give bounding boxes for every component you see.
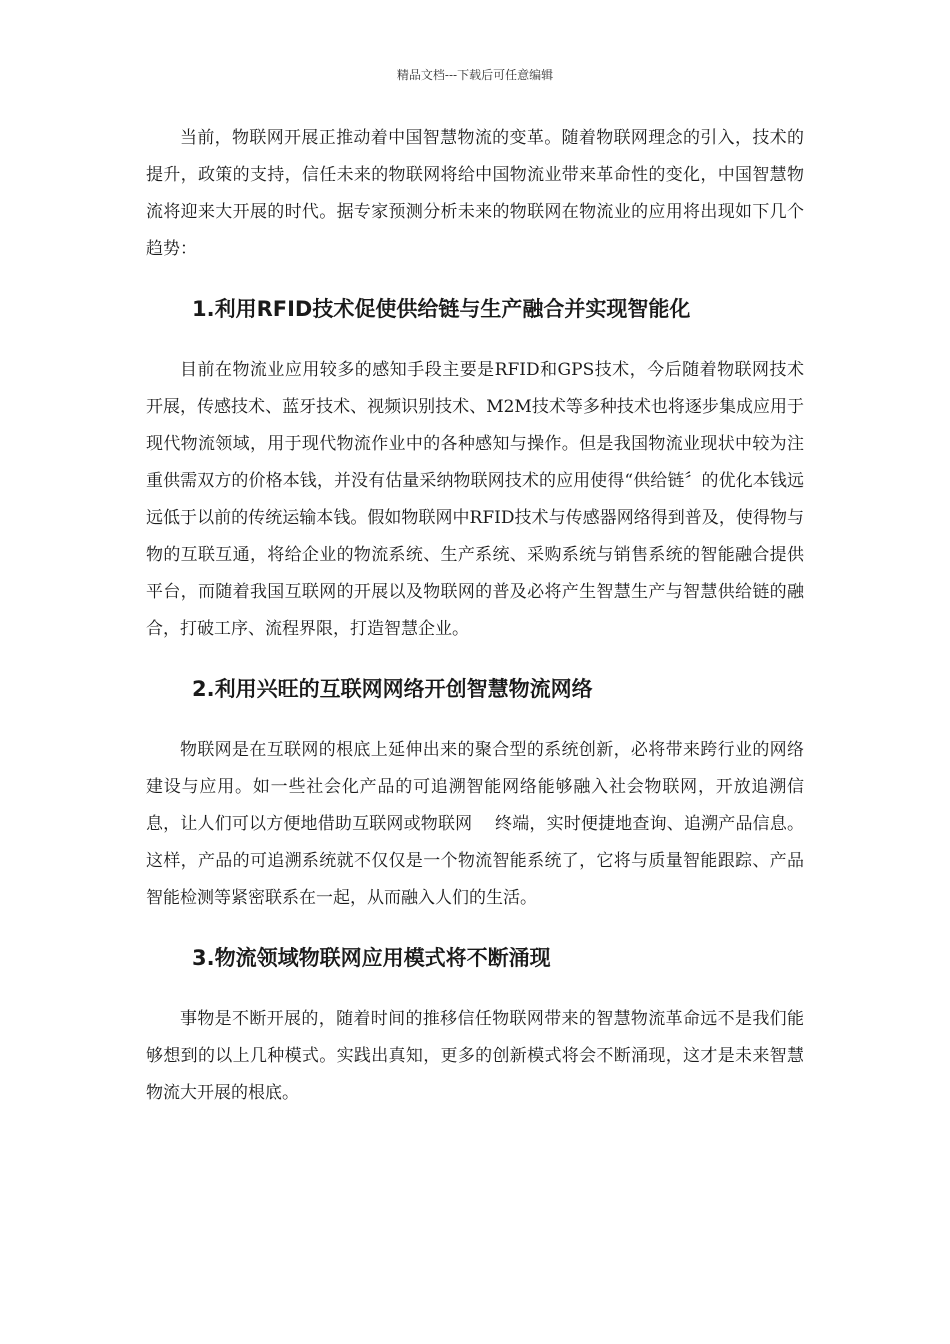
section-1-heading: 1.利用RFID技术促使供给链与生产融合并实现智能化	[192, 297, 691, 321]
section-2-heading: 2.利用兴旺的互联网网络开创智慧物流网络	[192, 677, 593, 701]
section-3-paragraph: 事物是不断开展的，随着时间的推移信任物联网带来的智慧物流革命远不是我们能够想到的以上几种模式。实践出真知，更多的创新模式将会不断涌现，这才是未来智慧物流大开展的根底。	[146, 1009, 804, 1103]
section-1-paragraph: 目前在物流业应用较多的感知手段主要是RFID和GPS技术，今后随着物联网技术开展，传感技术、蓝牙技术、视频识别技术、M2M技术等多种技术也将逐步集成应用于现代物流领域，用于现代物流作业中的各种感知与操作。但是我国物流业现状中较为注重供需双方的价格本钱，并没有估量采纳物联网技术的应用使得“供给链〞的优化本钱远远低于以前的传统运输本钱。假如物联网中RFID技术与传感器网络得到普及，使得物与物的互联互通，将给企业的物流系统、生产系统、采购系统与销售系统的智能融合提供平台，而随着我国互联网的开展以及物联网的普及必将产生智慧生产与智慧供给链的融合，打破工序、流程界限，打造智慧企业。	[146, 360, 804, 639]
page-header: 精品文档---下载后可任意编辑	[396, 68, 554, 82]
document-body	[146, 120, 804, 1112]
section-3-heading: 3.物流领域物联网应用模式将不断涌现	[192, 946, 551, 970]
section-2-paragraph: 物联网是在互联网的根底上延伸出来的聚合型的系统创新，必将带来跨行业的网络建设与应用。如一些社会化产品的可追溯智能网络能够融入社会物联网，开放追溯信息，让人们可以方便地借助互联网或物联网 终端，实时便捷地查询、追溯产品信息。这样，产品的可追溯系统就不仅仅是一个物流智能系统了，它将与质量智能跟踪、产品智能检测等紧密联系在一起，从而融入人们的生活。	[146, 740, 804, 908]
intro-paragraph: 当前，物联网开展正推动着中国智慧物流的变革。随着物联网理念的引入，技术的提升，政策的支持，信任未来的物联网将给中国物流业带来革命性的变化，中国智慧物流将迎来大开展的时代。据专家预测分析未来的物联网在物流业的应用将出现如下几个趋势：	[146, 128, 804, 259]
